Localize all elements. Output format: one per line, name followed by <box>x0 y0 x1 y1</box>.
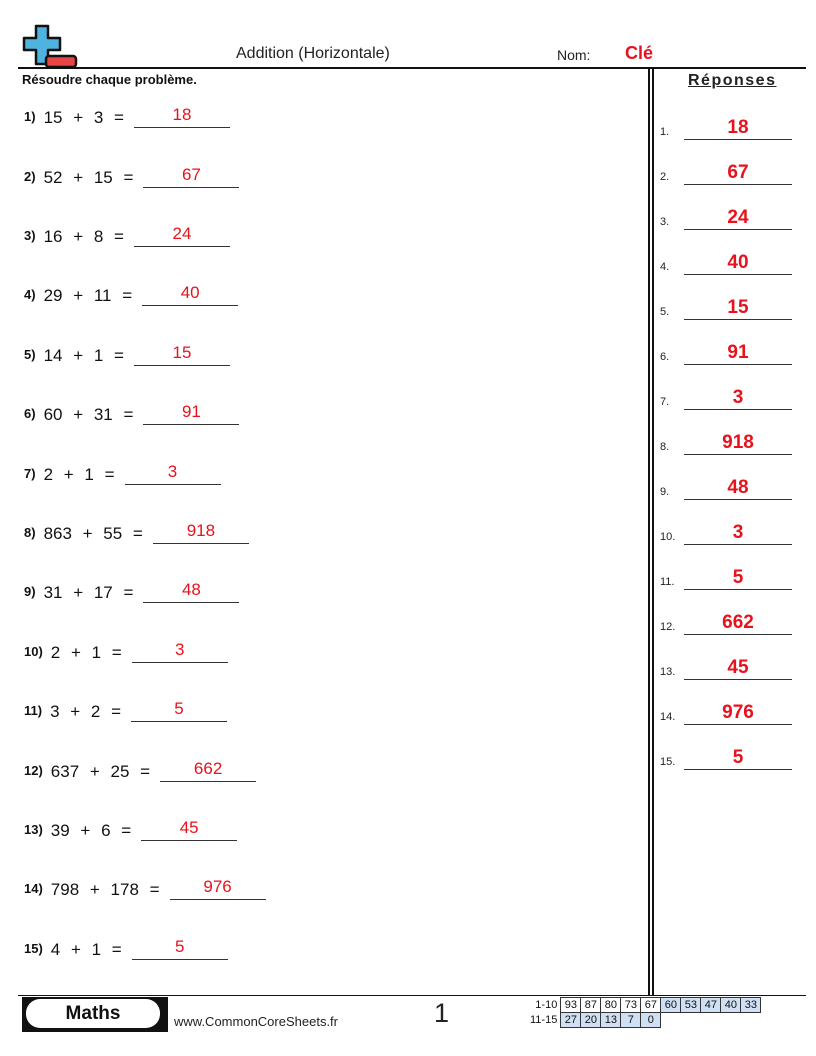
answer-key-row <box>660 515 792 545</box>
answer-key-title: Réponses <box>688 72 777 89</box>
name-label: Nom: <box>557 47 591 63</box>
answer-key-row <box>660 470 792 500</box>
answer-blank[interactable]: 976 <box>170 877 266 900</box>
problem-number: 14) <box>24 881 43 896</box>
problem-number: 10) <box>24 644 43 659</box>
problem-number: 12) <box>24 763 43 778</box>
answer-blank[interactable]: 3 <box>132 640 228 663</box>
problem-row <box>24 336 230 366</box>
problem-number: 5) <box>24 347 36 362</box>
answer-blank[interactable]: 48 <box>143 580 239 603</box>
score-cell: 33 <box>741 998 761 1013</box>
score-cell: 7 <box>621 1013 641 1028</box>
answer-key-value: 45 <box>684 657 792 680</box>
answer-key-number: 8. <box>660 441 670 453</box>
score-row <box>527 998 761 1013</box>
answer-blank[interactable]: 18 <box>134 105 230 128</box>
problem-row <box>24 573 239 603</box>
answer-blank[interactable]: 3 <box>125 462 221 485</box>
problem-row <box>24 98 230 128</box>
problem-row <box>24 395 239 425</box>
answer-key-number: 13. <box>660 666 676 678</box>
problem-expression: 2 + 1 = <box>43 465 115 484</box>
column-divider <box>652 69 654 996</box>
answer-key-number: 9. <box>660 486 670 498</box>
score-cell: 60 <box>661 998 681 1013</box>
answer-key-number: 2. <box>660 171 670 183</box>
answer-key-value: 918 <box>684 432 792 455</box>
answer-key-value: 662 <box>684 612 792 635</box>
problem-row <box>24 752 256 782</box>
answer-key-row <box>660 695 792 725</box>
score-cell: 27 <box>561 1013 581 1028</box>
answer-key-value: 67 <box>684 162 792 185</box>
problem-number: 4) <box>24 287 36 302</box>
score-table <box>527 997 761 1028</box>
answer-key-row <box>660 560 792 590</box>
problem-row <box>24 870 266 900</box>
answer-key-value: 3 <box>684 387 792 410</box>
answer-key-number: 4. <box>660 261 670 273</box>
problem-number: 3) <box>24 228 36 243</box>
problem-expression: 52 + 15 = <box>43 168 134 187</box>
problem-row <box>24 455 221 485</box>
answer-key-value: 48 <box>684 477 792 500</box>
score-cell: 13 <box>601 1013 621 1028</box>
column-divider <box>648 69 650 996</box>
problem-number: 2) <box>24 169 36 184</box>
subject-label: Maths <box>26 999 160 1028</box>
problem-expression: 60 + 31 = <box>43 405 134 424</box>
problem-expression: 3 + 2 = <box>50 702 122 721</box>
problem-number: 6) <box>24 406 36 421</box>
answer-key-number: 5. <box>660 306 670 318</box>
problem-number: 9) <box>24 584 36 599</box>
score-cell: 20 <box>581 1013 601 1028</box>
header-rule <box>18 67 806 69</box>
problem-number: 1) <box>24 109 36 124</box>
problem-expression: 16 + 8 = <box>43 227 124 246</box>
problem-row <box>24 158 239 188</box>
plus-minus-logo-icon <box>22 24 80 68</box>
problem-row <box>24 692 227 722</box>
answer-key-row <box>660 380 792 410</box>
problem-row <box>24 633 228 663</box>
answer-blank[interactable]: 67 <box>143 165 239 188</box>
score-range-label: 1-10 <box>535 999 558 1011</box>
answer-blank[interactable]: 5 <box>131 699 227 722</box>
answer-key-number: 10. <box>660 531 676 543</box>
answer-key-value: 40 <box>684 252 792 275</box>
answer-key-row <box>660 245 792 275</box>
instructions: Résoudre chaque problème. <box>22 72 197 87</box>
answer-key-row <box>660 740 792 770</box>
score-range-label: 11-15 <box>530 1014 558 1026</box>
answer-key-number: 6. <box>660 351 670 363</box>
answer-blank[interactable]: 918 <box>153 521 249 544</box>
problem-row <box>24 930 228 960</box>
problem-row <box>24 276 238 306</box>
answer-key-value: 15 <box>684 297 792 320</box>
score-cell: 73 <box>621 998 641 1013</box>
footer-rule <box>18 995 806 996</box>
problem-expression: 31 + 17 = <box>43 583 134 602</box>
answer-key-value: 3 <box>684 522 792 545</box>
answer-blank[interactable]: 15 <box>134 343 230 366</box>
website-link[interactable]: www.CommonCoreSheets.fr <box>174 1014 338 1029</box>
answer-key-value: 5 <box>684 567 792 590</box>
problem-expression: 637 + 25 = <box>50 762 151 781</box>
answer-key-row <box>660 200 792 230</box>
answer-key-row <box>660 605 792 635</box>
score-cell: 0 <box>641 1013 661 1028</box>
answer-key-number: 11. <box>660 576 675 588</box>
problem-number: 15) <box>24 941 43 956</box>
answer-key-row <box>660 425 792 455</box>
answer-blank[interactable]: 40 <box>142 283 238 306</box>
answer-blank[interactable]: 24 <box>134 224 230 247</box>
problem-expression: 4 + 1 = <box>50 940 122 959</box>
score-cell: 80 <box>601 998 621 1013</box>
answer-blank[interactable]: 91 <box>143 402 239 425</box>
problem-expression: 2 + 1 = <box>50 643 122 662</box>
answer-key-row <box>660 650 792 680</box>
problem-row <box>24 217 230 247</box>
score-cell: 53 <box>681 998 701 1013</box>
problem-row <box>24 514 249 544</box>
subject-badge <box>22 997 168 1032</box>
score-cell: 93 <box>561 998 581 1013</box>
problem-expression: 798 + 178 = <box>50 880 160 899</box>
score-cell: 40 <box>721 998 741 1013</box>
score-cell: 67 <box>641 998 661 1013</box>
page-number: 1 <box>434 998 450 1028</box>
problem-row <box>24 811 237 841</box>
problem-number: 11) <box>24 703 43 718</box>
answer-key-number: 14. <box>660 711 676 723</box>
answer-key-number: 3. <box>660 216 670 228</box>
answer-blank[interactable]: 45 <box>141 818 237 841</box>
problem-number: 8) <box>24 525 36 540</box>
answer-key-value: 976 <box>684 702 792 725</box>
problem-number: 7) <box>24 466 36 481</box>
answer-blank[interactable]: 5 <box>132 937 228 960</box>
score-row <box>527 1013 761 1028</box>
problem-expression: 15 + 3 = <box>43 108 124 127</box>
problem-expression: 863 + 55 = <box>43 524 143 543</box>
answer-key-row <box>660 155 792 185</box>
answer-key-number: 12. <box>660 621 676 633</box>
problem-expression: 29 + 11 = <box>43 286 133 305</box>
answer-key-number: 15. <box>660 756 676 768</box>
answer-key-row <box>660 110 792 140</box>
answer-key-value: 5 <box>684 747 792 770</box>
answer-key-value: 91 <box>684 342 792 365</box>
score-cell: 87 <box>581 998 601 1013</box>
answer-key-row <box>660 290 792 320</box>
answer-key-number: 7. <box>660 396 670 408</box>
problem-number: 13) <box>24 822 43 837</box>
problem-expression: 14 + 1 = <box>43 346 124 365</box>
answer-key-number: 1. <box>660 126 670 138</box>
worksheet-title: Addition (Horizontale) <box>236 45 390 62</box>
score-cell: 47 <box>701 998 721 1013</box>
answer-key-row <box>660 335 792 365</box>
answer-key-value: 24 <box>684 207 792 230</box>
problem-expression: 39 + 6 = <box>50 821 132 840</box>
name-value: Clé <box>625 43 654 63</box>
answer-key-value: 18 <box>684 117 792 140</box>
answer-blank[interactable]: 662 <box>160 759 256 782</box>
